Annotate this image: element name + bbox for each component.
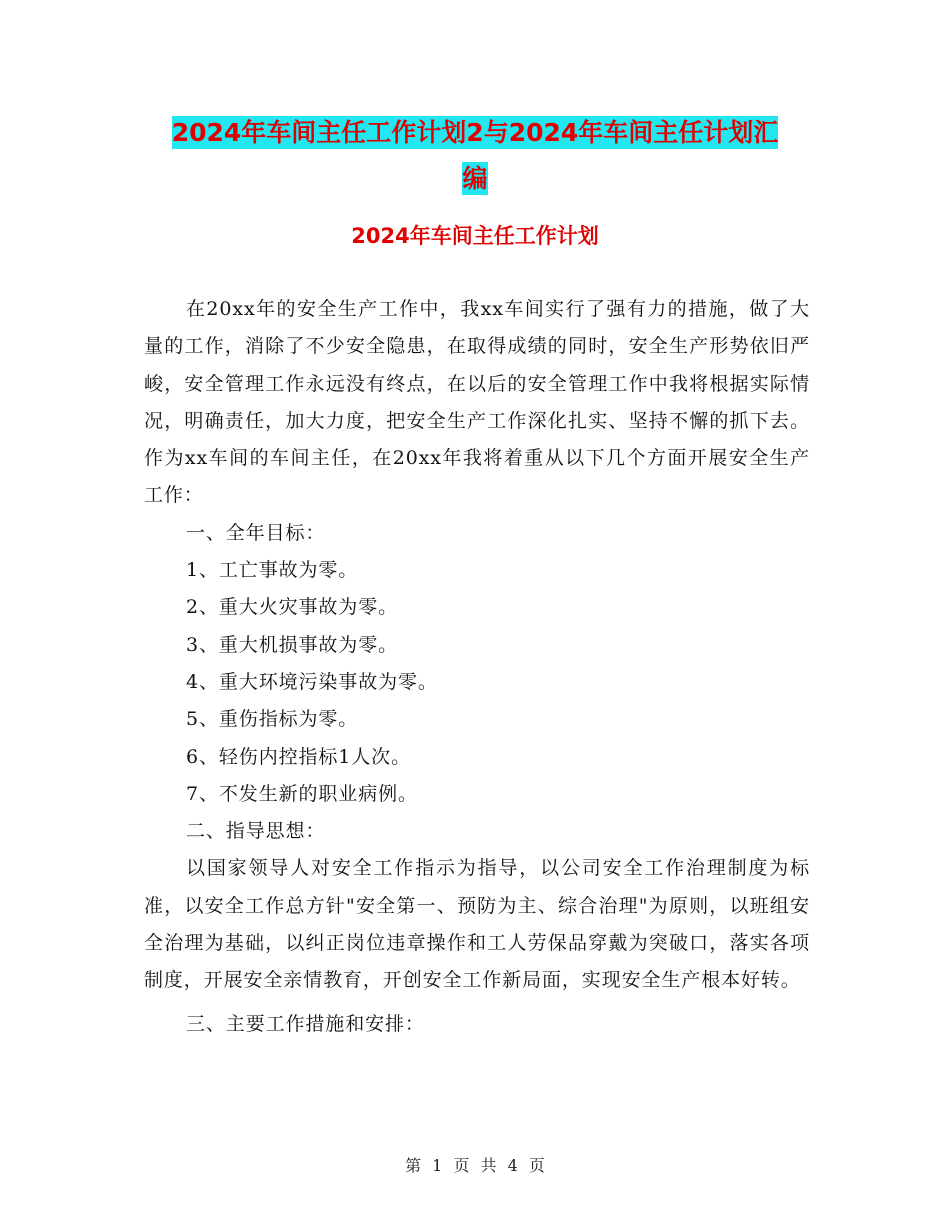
document-title-line-2: 编 [462,164,488,193]
document-title [140,110,810,202]
guiding-paragraph: 以国家领导人对安全工作指示为指导，以公司安全工作治理制度为标准，以安全工作总方针"安全第一、预防为主、综合治理"为原则，以班组安全治理为基础，以纠正岗位违章操作和工人劳保品穿戴为突破口，落实各项制度，开展安全亲情教育，开创安全工作新局面，实现安全生产根本好转。 [144,857,810,992]
document-body [144,291,810,1043]
section-title: 2024年车间主任工作计划 [351,224,599,248]
heading-annual-goals: 一、全年目标： [186,521,326,544]
heading-main-measures: 三、主要工作措施和安排： [186,1012,425,1035]
document-title-line-1: 2024年车间主任工作计划2与2024年车间主任计划汇 [171,118,779,147]
goal-item: 6、轻伤内控指标1人次。 [186,745,411,768]
goal-item: 5、重伤指标为零。 [186,708,359,731]
intro-paragraph: 在20xx年的安全生产工作中，我xx车间实行了强有力的措施，做了大量的工作，消除了不少安全隐患，在取得成绩的同时，安全生产形势依旧严峻，安全管理工作永远没有终点，在以后的安全管理工作中我将根据实际情况，明确责任，加大力度，把安全生产工作深化扎实、坚持不懈的抓下去。作为xx车间的车间主任，在20xx年我将着重从以下几个方面开展安全生产工作： [144,298,810,507]
page-footer: 第 1 页 共 4 页 [405,1156,545,1175]
goal-item: 1、工亡事故为零。 [186,559,359,582]
goal-item: 2、重大火灾事故为零。 [186,596,398,619]
goal-item: 7、不发生新的职业病例。 [186,782,418,805]
goal-item: 4、重大环境污染事故为零。 [186,670,438,693]
heading-guiding-ideology: 二、指导思想： [186,820,326,843]
goal-item: 3、重大机损事故为零。 [186,633,398,656]
